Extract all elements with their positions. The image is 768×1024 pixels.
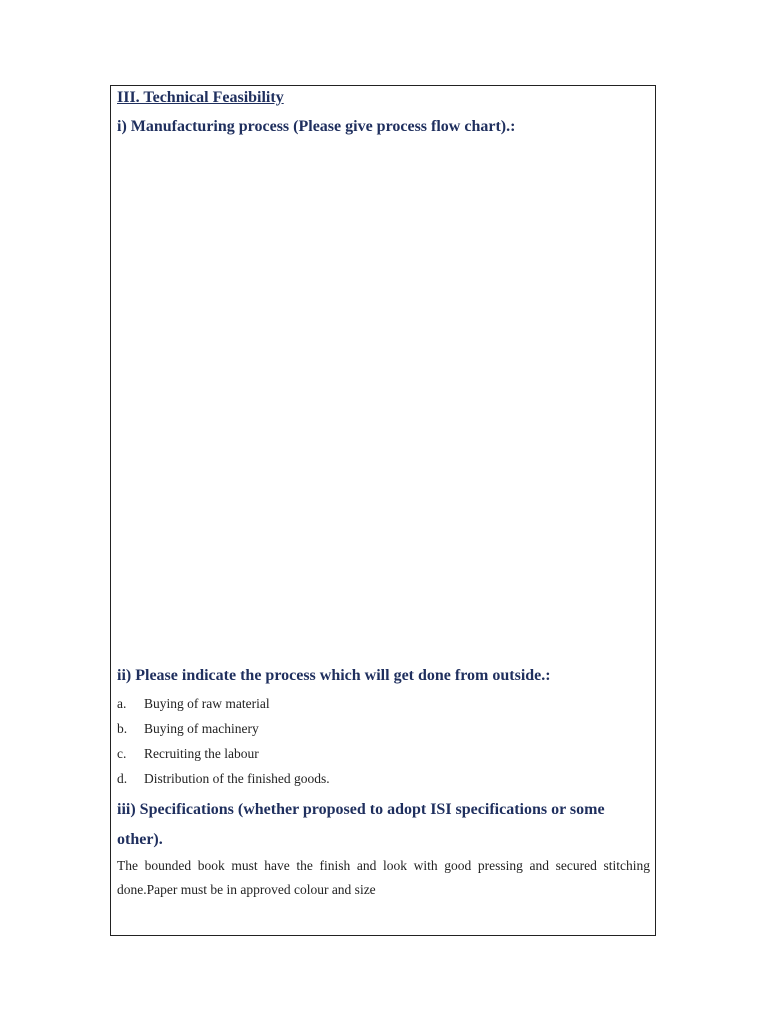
outside-process-list (117, 694, 330, 794)
list-item (117, 694, 330, 719)
list-marker: b. (117, 721, 128, 736)
specifications-text: The bounded book must have the finish and look with good pressing and secured stitching done.Paper must be in approved colour and size (117, 858, 650, 897)
list-item-text: Buying of machinery (144, 721, 259, 736)
list-marker: c. (117, 746, 127, 761)
section-title: III. Technical Feasibility (117, 89, 284, 106)
list-item (117, 719, 330, 744)
list-item-text: Distribution of the finished goods. (144, 771, 330, 786)
manufacturing-process-question: i) Manufacturing process (Please give process flow chart).: (117, 118, 516, 135)
outside-process-question: ii) Please indicate the process which will get done from outside.: (117, 667, 551, 684)
list-item (117, 744, 330, 769)
feasibility-frame (110, 85, 656, 936)
list-item-text: Recruiting the labour (144, 746, 259, 761)
list-marker: a. (117, 696, 127, 711)
list-item (117, 769, 330, 794)
list-item-text: Buying of raw material (144, 696, 270, 711)
list-marker: d. (117, 771, 128, 786)
specifications-question: iii) Specifications (whether proposed to adopt ISI specifications or some other). (117, 801, 605, 848)
